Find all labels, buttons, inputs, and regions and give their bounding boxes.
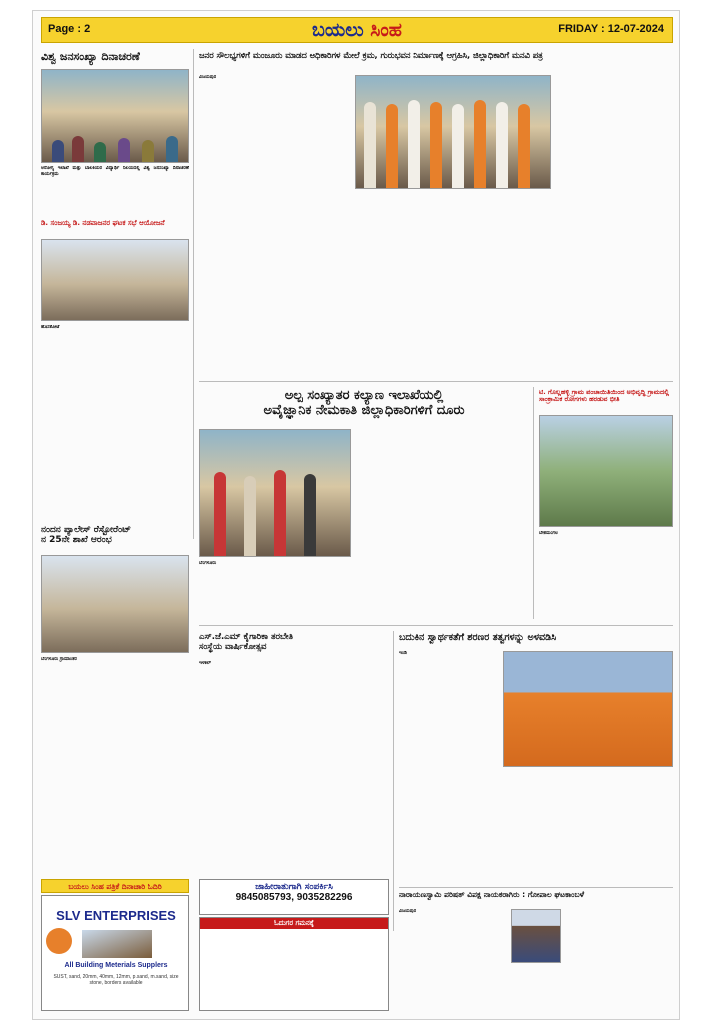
- newspaper-page: [32, 10, 680, 1020]
- main-story-body-col3: [557, 75, 673, 375]
- gollahalli-dateline: ಬೇತಮಂಗಲ: [539, 531, 558, 536]
- paper-name-second: ಸಿಂಹ: [370, 19, 402, 41]
- slv-name: SLV ENTERPRISES: [56, 908, 176, 923]
- sharana-dateline: ಇಂಡಿ: [399, 651, 407, 656]
- minority-body-b: [199, 561, 529, 621]
- slv-tagline: All Building Meterials Supplers: [64, 962, 168, 969]
- minority-headline-line1: ಅಲ್ಪ ಸಂಖ್ಯಾತರ ಕಲ್ಯಾಣ ಇಲಾಖೆಯಲ್ಲಿ: [284, 388, 444, 403]
- building-materials-photo: [82, 930, 152, 958]
- palace-headline-line2: ನ 25ನೇ ಶಾಖೆ ಆರಂಭ: [41, 535, 112, 546]
- paper-name-first: ಬಯಲು: [312, 19, 364, 41]
- population-day-dateline: ಹೊಸಕೋಟೆ: [41, 325, 60, 330]
- classifieds-title: ಜಾಹೀರಾತುಗಾಗಿ ಸಂಪರ್ಕಿಸಿ: [255, 882, 333, 892]
- sjm-headline-line1: ಎಸ್.ಜೆ.ಎಮ್ ಕೈಗಾರಿಕಾ ತರಬೇತಿ: [199, 632, 294, 642]
- minority-dateline: ಬೆಂಗಳೂರು: [199, 561, 217, 566]
- sjm-headline: [199, 633, 389, 653]
- narayana-dateline: ವಿಜಯಪುರ: [399, 909, 417, 914]
- narayana-body-a: [399, 909, 507, 1009]
- sjm-dateline: ಇಳಕಲ್: [199, 661, 212, 666]
- readers-notice-title: ಓದುಗರ ಗಮನಕ್ಕೆ: [200, 918, 388, 929]
- sharana-body-b: [399, 771, 673, 883]
- readers-notice: [199, 917, 389, 1011]
- column-rule: [393, 631, 394, 931]
- palace-headline-line1: ನಂದನ ಪ್ಯಾಲೇಸ್ ರೆಸ್ಟೋರೆಂಟ್: [41, 525, 131, 535]
- masthead: [41, 17, 673, 43]
- sharana-body-a: [399, 651, 499, 767]
- meeting-photo: [41, 239, 189, 321]
- portrait-photo: [511, 909, 561, 963]
- population-day-photo: [41, 69, 189, 163]
- issue-date: FRIDAY : 12-07-2024: [558, 23, 664, 35]
- sjm-body: [199, 661, 389, 875]
- minority-photo: [199, 429, 351, 557]
- column-rule: [193, 49, 194, 539]
- daily-read-banner: ಬಯಲು ಸಿಂಹ ಪತ್ರಿಕೆ ದಿನಾಚಾರಿ ಓದಿರಿ: [41, 879, 189, 893]
- minority-headline: [199, 389, 529, 419]
- population-day-subhead: ಡಿ. ಸಂಜಯ್ಯ ಡಿ. ನಡವಾಜನರ ಘಟಕ ಸಭೆ ಆಯೋಜನೆ: [41, 219, 165, 227]
- column-rule: [533, 387, 534, 619]
- sharana-headline: ಬದುಕಿನ ಸ್ವಾರ್ಥಕತೆಗೆ ಶರಣರ ತತ್ವಗಳನ್ನು ಅಳವಡಿಸಿ: [399, 632, 557, 643]
- minority-body-a: [355, 429, 529, 557]
- slv-detail: SUST, sand, 20mm, 40mm, 12mm, p.sand, m.sand, size stone, borders available: [53, 974, 179, 986]
- readers-notice-body: [204, 932, 384, 1008]
- population-day-headline: ವಿಶ್ವ ಜನಸಂಖ್ಯಾ ದಿನಾಚರಣೆ: [41, 50, 140, 63]
- palace-dateline: ಬೆಂಗಳೂರು ಗ್ರಾಮಾಂತರ: [41, 657, 77, 662]
- main-story-dateline: ವಿಜಯಪುರ: [199, 75, 217, 80]
- population-day-caption: ಆರೋಗ್ಯ ಇಲಾಖೆ ಮತ್ತು ಬಾಲಕಿಯರ ವಿದ್ಯಾರ್ಥಿ ನಿಲಯದಲ್ಲಿ ವಿಶ್ವ ಜನಸಂಖ್ಯಾ ದಿನಾಚರಣೆ ಕಾರ್ಯಕ್ರಮ: [41, 166, 189, 177]
- classifieds-phone: 9845085793, 9035282296: [235, 892, 353, 903]
- section-rule: [199, 381, 673, 382]
- minority-headline-line2: ಅವೈಜ್ಞಾನಿಕ ನೇಮಕಾತಿ ಜಿಲ್ಲಾಧಿಕಾರಿಗಳಿಗೆ ದೂರು: [263, 402, 465, 418]
- sjm-headline-line2: ಸಂಸ್ಥೆಯ ವಾರ್ಷಿಕೋತ್ಸವ: [199, 641, 267, 652]
- gollahalli-photo: [539, 415, 673, 527]
- narayana-body-b: [565, 909, 673, 1009]
- main-story-headline: ಜನರ ಸೌಲಭ್ಯಗಳಿಗೆ ಮಂಜೂರು ಮಾಡದ ಅಧಿಕಾರಿಗಳ ಮೇಲೆ ಕ್ರಮ, ಗುರುಭವನ ನಿರ್ಮಾಣಕ್ಕೆ ಆಗ್ರಹಿಸಿ, ಜಿಲ್ಲಾಧಿಕಾರಿಗೆ ಮನವಿ ಪತ್ರ: [199, 50, 543, 60]
- sharana-photo: [503, 651, 673, 767]
- main-story-body-col2: [355, 193, 551, 375]
- palace-headline: [41, 525, 189, 546]
- palace-body: [41, 657, 189, 873]
- gollahalli-headline: ಟಿ. ಗೊಲ್ಲಹಳ್ಳಿ ಗ್ರಾಮ ಪಂಚಾಯಿತಿಯಿಂದ ಅಭಿವೃದ್ಧಿ ಗ್ರಾಮದಲ್ಲಿ ಸಾಂಕ್ರಾಮಿಕ ರೋಗಗಳು ಹರಡುವ ಭೀತಿ: [539, 388, 670, 404]
- om-logo-icon: [46, 928, 72, 954]
- population-day-body: [41, 325, 189, 517]
- page-number: Page : 2: [48, 23, 91, 35]
- gollahalli-body: [539, 531, 673, 619]
- narayana-headline: ನಾರಾಯಣಸ್ವಾಮಿ ಪರಿಷತ್ ವಿಪಕ್ಷ ನಾಯಕರಾಗಿರು : ಗೋಪಾಲ ಘಟಕಾಂಬಳೆ: [399, 890, 585, 899]
- slv-enterprises-ad: [41, 895, 189, 1011]
- main-story-photo: [355, 75, 551, 189]
- main-story-body-col1: [199, 75, 349, 375]
- classifieds-ad: [199, 879, 389, 915]
- section-rule: [399, 887, 673, 888]
- section-rule: [199, 625, 673, 626]
- palace-photo: [41, 555, 189, 653]
